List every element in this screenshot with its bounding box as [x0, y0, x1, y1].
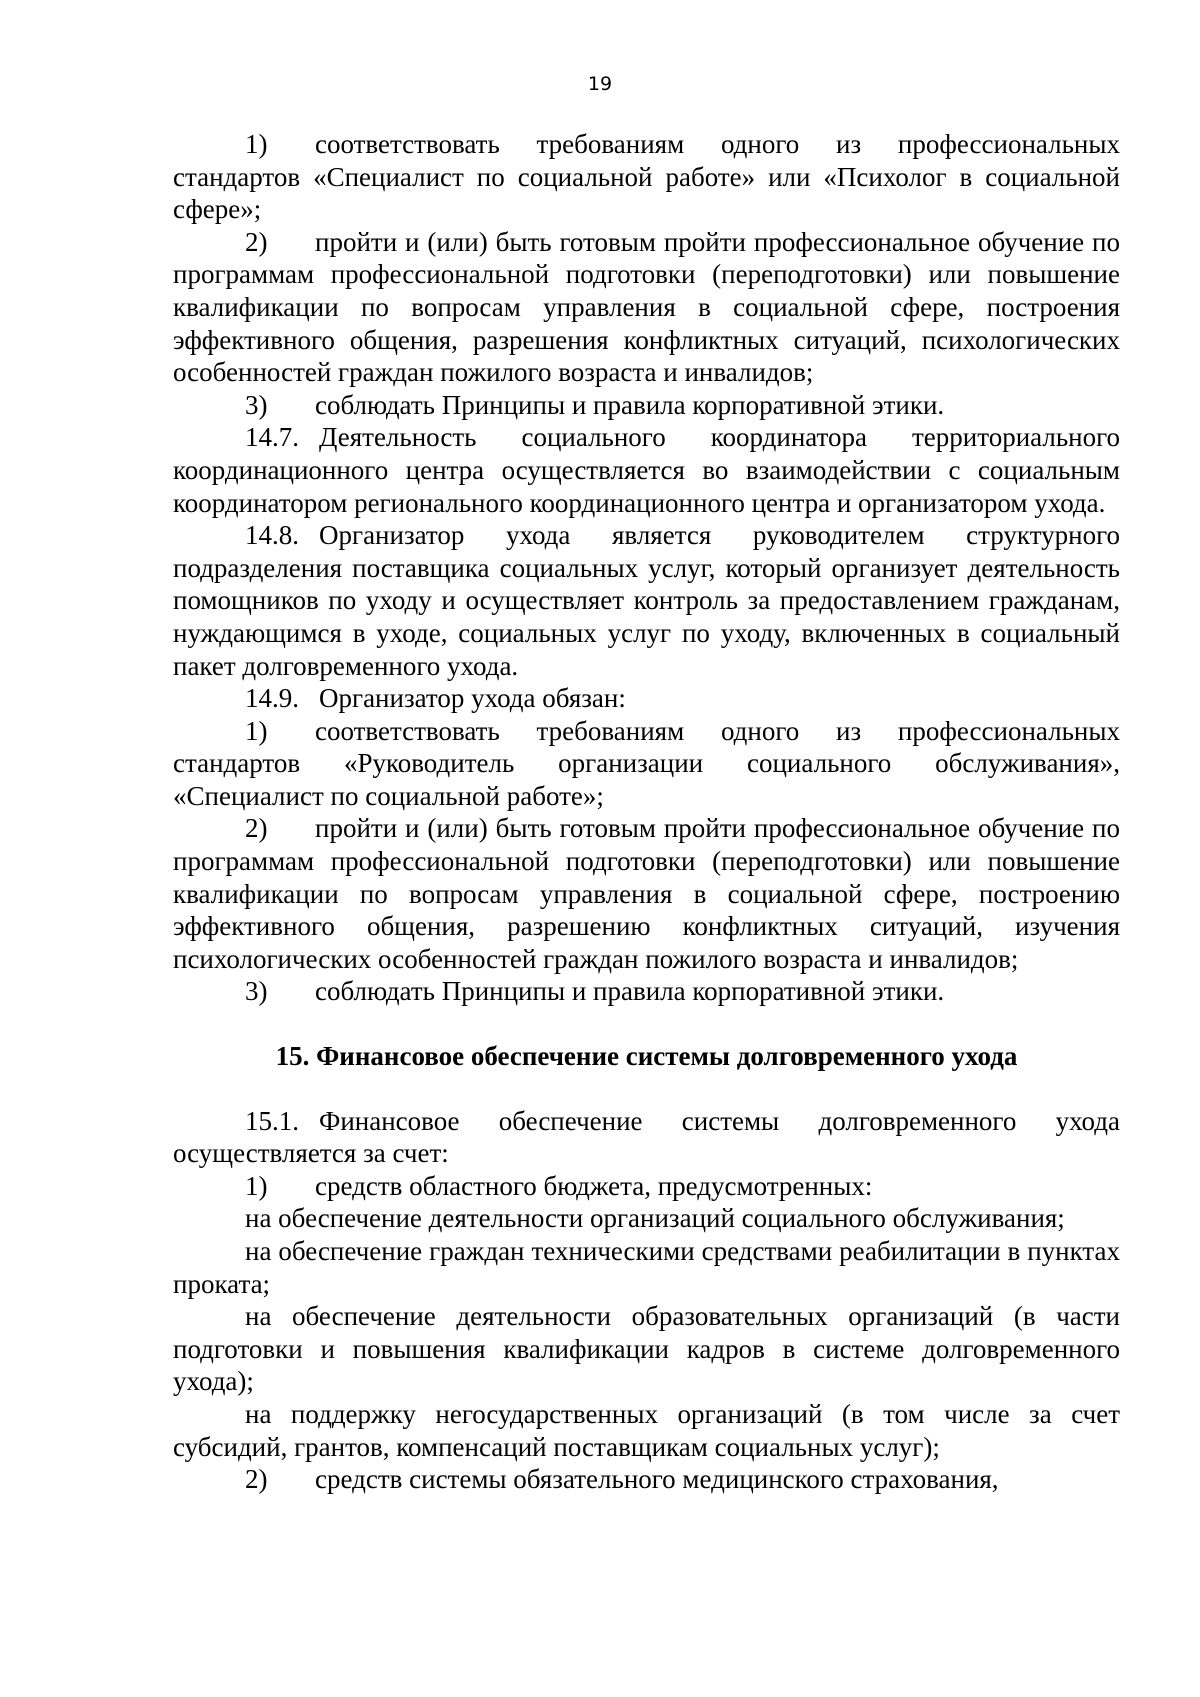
paragraph-item-1b	[173, 715, 1120, 813]
page-number: 19	[587, 73, 613, 95]
item-label: 1)	[245, 1170, 268, 1201]
paragraph-sub-2	[173, 1235, 1120, 1300]
item-label: 3)	[245, 976, 268, 1007]
paragraph-14-9	[173, 682, 1120, 715]
item-label: 2)	[245, 1464, 268, 1495]
item-label: 14.8.	[245, 520, 299, 551]
paragraph-text: пройти и (или) быть готовым пройти профессиональное обучение по программам профессиональной подготовки (переподготовки) или повышение квалификации по вопросам управления в социальной сфере, построению эффективного общения, разрешению конфликтных ситуаций, изучения психологических особенностей граждан пожилого возраста и инвалидов;	[173, 813, 1120, 974]
paragraph-sub-4	[173, 1398, 1120, 1463]
section-heading: 15. Финансовое обеспечение системы долговременного ухода	[275, 1041, 1018, 1072]
paragraph-item-1c	[173, 1170, 1120, 1203]
item-label: 14.9.	[245, 683, 299, 714]
paragraph-item-2b	[173, 812, 1120, 975]
paragraph-item-3	[173, 389, 1120, 422]
paragraph-text: соответствовать требованиям одного из профессиональных стандартов «Специалист по социальной работе» или «Психолог в социальной сфере»;	[173, 129, 1120, 225]
document-body	[173, 128, 1120, 1496]
paragraph-text: Финансовое обеспечение системы долговременного ухода осуществляется за счет:	[173, 1105, 1120, 1169]
paragraph-text: пройти и (или) быть готовым пройти профессиональное обучение по программам профессиональной подготовки (переподготовки) или повышение квалификации по вопросам управления в социальной сфере, построения эффективного общения, разрешения конфликтных ситуаций, психологических особенностей граждан пожилого возраста и инвалидов;	[173, 226, 1120, 388]
paragraph-sub-1	[173, 1202, 1120, 1235]
paragraph-text: средств системы обязательного медицинского страхования,	[315, 1464, 999, 1495]
paragraph-text: Организатор ухода является руководителем структурного подразделения поставщика социальных услуг, который организует деятельность помощников по уходу и осуществляет контроль за предоставлением гражданам, нуждающимся в уходе, социальных услуг по уходу, включенных в социальный пакет долговременного ухода.	[173, 520, 1120, 681]
paragraph-text: Организатор ухода обязан:	[319, 683, 626, 714]
item-label: 15.1.	[245, 1105, 299, 1136]
paragraph-item-2	[173, 226, 1120, 389]
paragraph-item-1	[173, 128, 1120, 226]
paragraph-item-2c	[173, 1463, 1120, 1496]
paragraph-text: соблюдать Принципы и правила корпоративной этики.	[315, 389, 945, 420]
paragraph-15-1	[173, 1105, 1120, 1170]
paragraph-text: средств областного бюджета, предусмотренных:	[315, 1170, 873, 1201]
item-label: 1)	[245, 715, 268, 746]
paragraph-text: на поддержку негосударственных организаций (в том числе за счет субсидий, грантов, компенсаций поставщикам социальных услуг);	[173, 1398, 1120, 1462]
paragraph-sub-3	[173, 1300, 1120, 1398]
paragraph-text: Деятельность социального координатора территориального координационного центра осуществляется во взаимодействии с социальным координатором регионального координационного центра и организатором ухода.	[173, 422, 1120, 518]
item-label: 1)	[245, 129, 268, 159]
paragraph-14-7	[173, 421, 1120, 519]
paragraph-text: соответствовать требованиям одного из профессиональных стандартов «Руководитель организации социального обслуживания», «Специалист по социальной работе»;	[173, 715, 1120, 811]
paragraph-item-3b	[173, 975, 1120, 1008]
item-label: 14.7.	[245, 422, 299, 453]
paragraph-text: на обеспечение деятельности организаций социального обслуживания;	[245, 1203, 1065, 1234]
item-label: 2)	[245, 813, 268, 844]
paragraph-14-8	[173, 519, 1120, 682]
paragraph-text: на обеспечение деятельности образовательных организаций (в части подготовки и повышения квалификации кадров в системе долговременного ухода);	[173, 1301, 1120, 1397]
paragraph-text: на обеспечение граждан техническими средствами реабилитации в пунктах проката;	[173, 1236, 1120, 1299]
paragraph-text: соблюдать Принципы и правила корпоративной этики.	[315, 976, 945, 1007]
item-label: 2)	[245, 226, 268, 257]
item-label: 3)	[245, 389, 268, 420]
